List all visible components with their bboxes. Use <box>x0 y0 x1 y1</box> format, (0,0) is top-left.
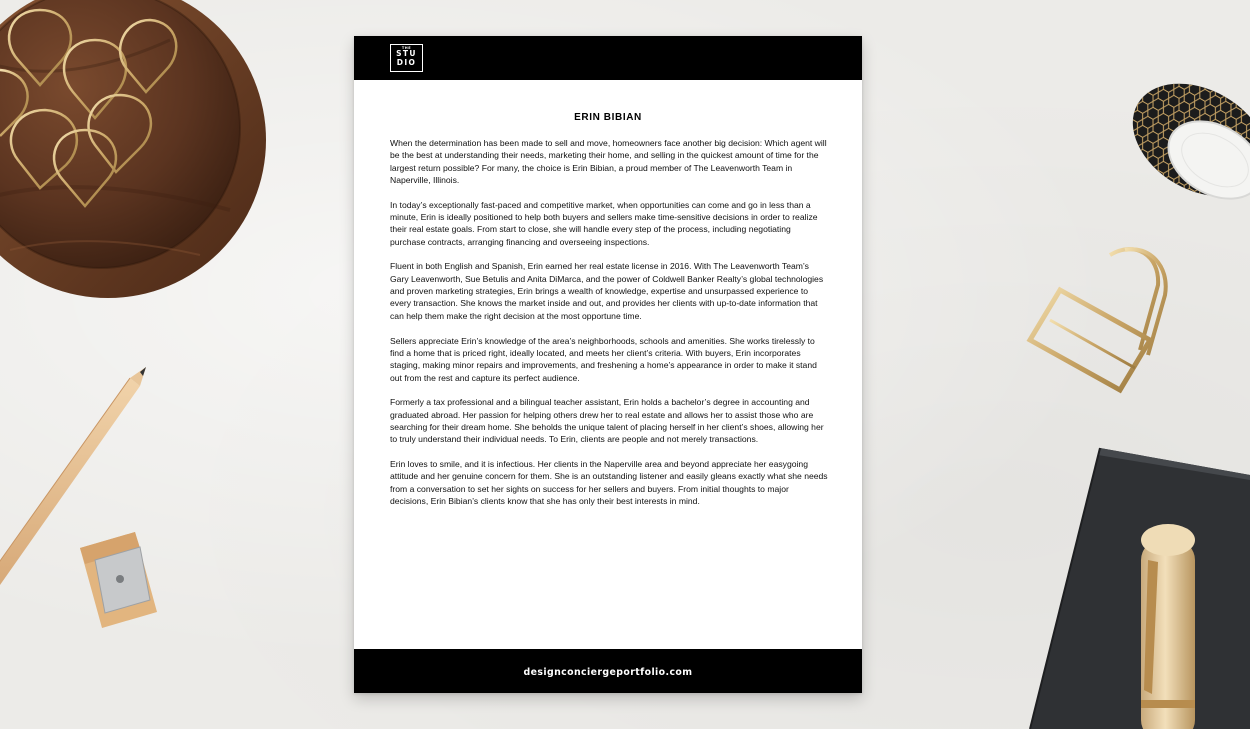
document-header-bar <box>354 36 862 80</box>
paragraph-2: In today’s exceptionally fast-paced and competitive market, when opportunities can come and go in less than a minute, Erin is ideally positioned to help both buyers and sellers make time-sensitive decisions in order to realize their real estate goals. From start to close, she will handle every step of the process, including negotiating purchase contracts, arranging financing and overseeing inspections. <box>390 199 818 247</box>
pencil-sharpener <box>80 532 157 628</box>
footer-url: designconciergeportfolio.com <box>523 667 693 678</box>
logo-line-2: DIO <box>396 57 417 67</box>
document-footer-bar <box>354 649 862 693</box>
paragraph-1: When the determination has been made to sell and move, homeowners face another big decision: Which agent will be the best at understanding their needs, marketing their home, and selling in the quickest amount of time for the largest return possible? For many, the choice is Erin Bibian, a proud member of The Leavenworth Team in Naperville, Illinois. <box>390 138 827 186</box>
notebook <box>1030 448 1250 729</box>
paragraph-5: Formerly a tax professional and a bilingual teacher assistant, Erin holds a bachelor’s degree in accounting and graduated abroad. Her passion for helping others drew her to real estate and allows her to assist those who are searching for their dream home. She beholds the unique talent of placing herself in her client’s shoes, allowing her to truly understand their individual needs. To Erin, clients are people and not merely transactions. <box>390 397 824 445</box>
fountain-pen <box>1141 524 1195 729</box>
document-title: ERIN BIBIAN <box>574 112 642 123</box>
bio-document <box>354 36 862 693</box>
paragraph-3: Fluent in both English and Spanish, Erin earned her real estate license in 2016. With The Leavenworth Team’s Gary Leavenworth, Sue Betulis and Anita DiMarca, and the power of Coldwell Banker Realty’s global technologies and proven marketing strategies, Erin brings a wealth of knowledge, expertise and unsurpassed experience to every transaction. She knows the market inside and out, and provides her clients with up-to-date information that can help them make the right decision at the most opportune time. <box>390 261 824 321</box>
binder-clip <box>1030 249 1166 390</box>
studio-logo <box>390 44 423 72</box>
paragraph-4: Sellers appreciate Erin’s knowledge of the area’s neighborhoods, schools and amenities. She works tirelessly to find a home that is priced right, ideally located, and meets her client’s criteria. With buyers, Erin incorporates staging, making minor repairs and improvements, and freshening a home’s appearance in order to make it stand out from the rest and capture its perfect audience. <box>390 335 817 383</box>
wooden-bowl <box>0 0 266 298</box>
washi-tape <box>1113 61 1250 220</box>
document-body <box>390 137 828 520</box>
logo-small-text: THE <box>401 46 412 50</box>
logo-line-1: STU <box>396 49 417 58</box>
paragraph-6: Erin loves to smile, and it is infectious. Her clients in the Naperville area and beyond appreciate her easygoing attitude and her genuine concern for them. She is an outstanding listener and easily gleans exactly what she needs from a conversation to set her sights on success for her sellers and buyers. From initial thoughts to major decisions, Erin Bibian’s clients know that she has only their best interests in mind. <box>390 458 828 506</box>
